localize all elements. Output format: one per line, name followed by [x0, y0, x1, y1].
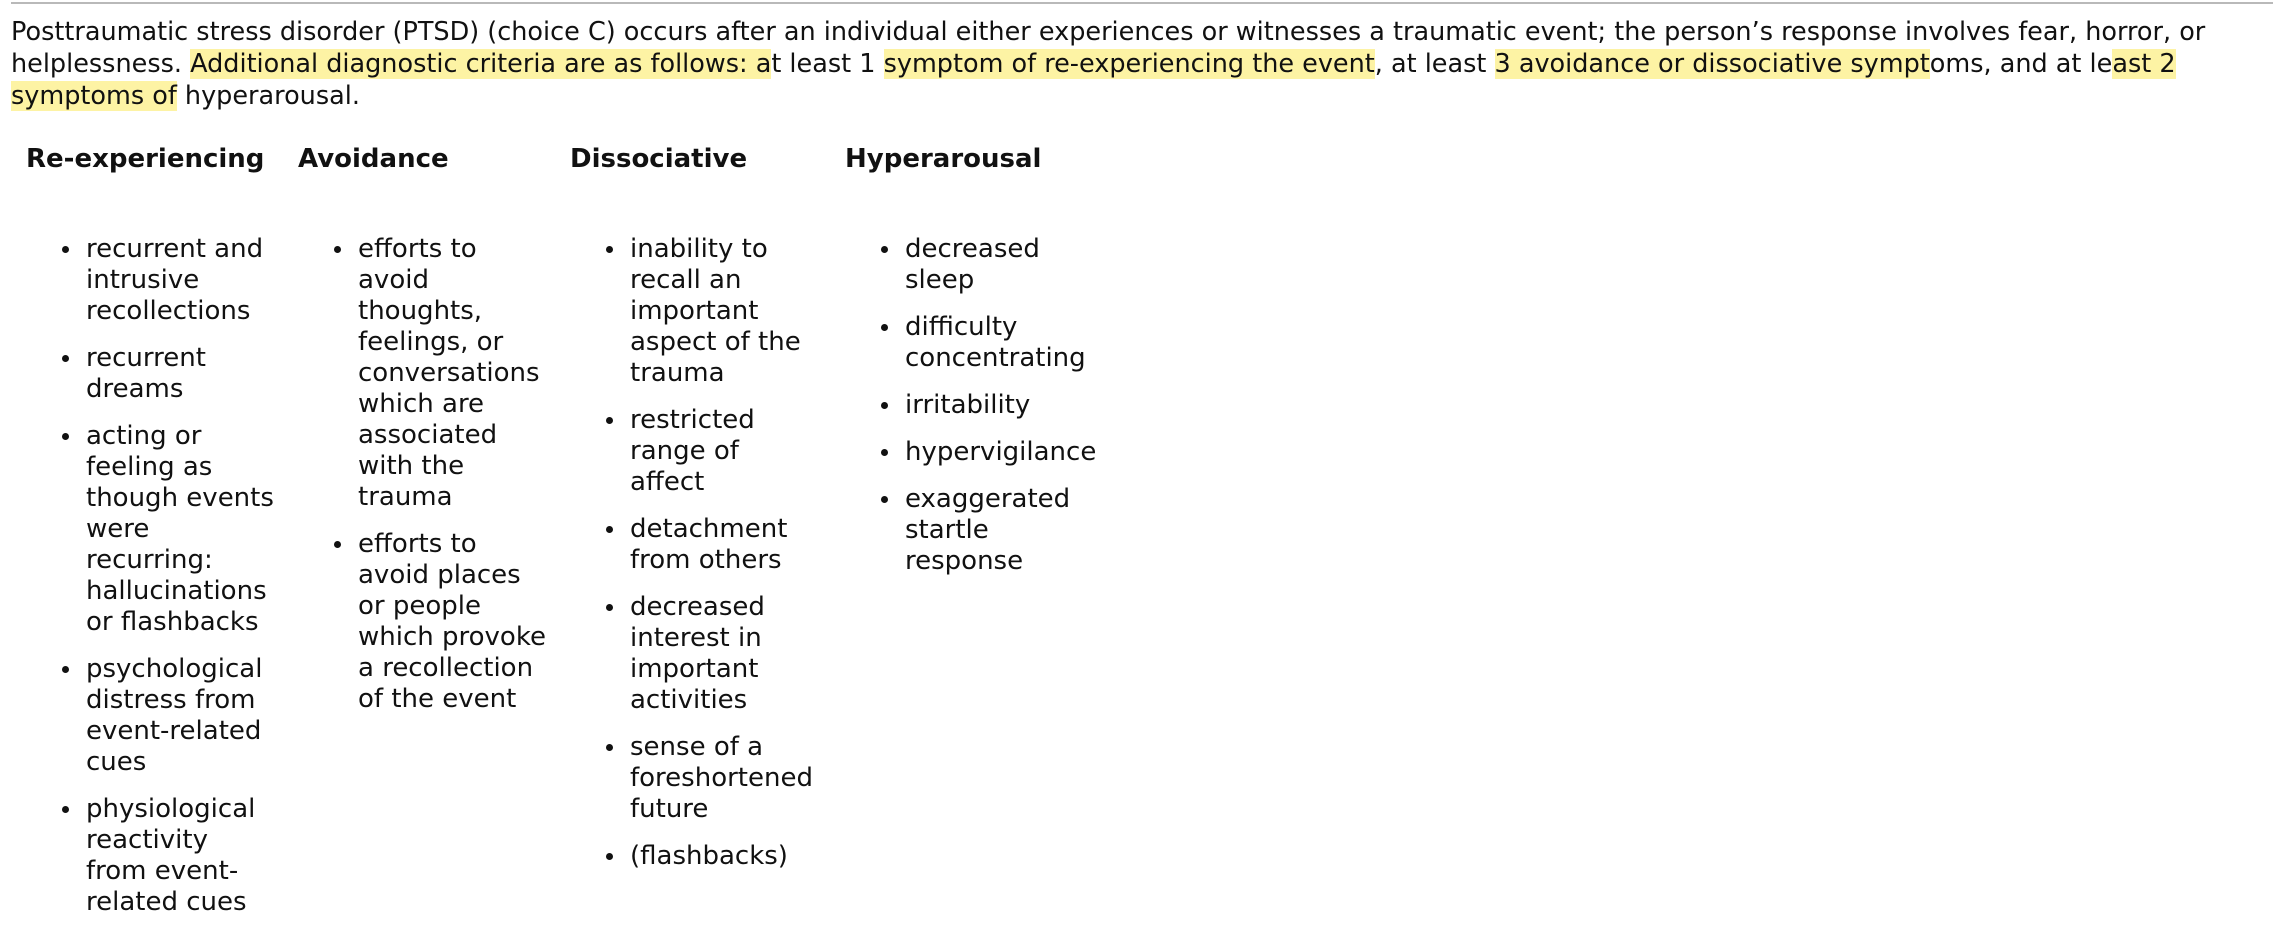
list-item-text: detachment from others	[630, 514, 788, 575]
column-heading: Hyperarousal	[845, 144, 1042, 174]
highlighted-text: Additional diagnostic criteria are as follows: a	[190, 49, 772, 79]
criteria-column-dissociative	[557, 140, 832, 934]
bullet-icon	[62, 433, 69, 440]
criteria-column-re-experiencing	[13, 140, 285, 934]
criteria-list	[13, 234, 275, 918]
criteria-column-hyperarousal	[832, 140, 1132, 934]
intro-text: hyperarousal.	[176, 81, 360, 111]
explanation-paragraph	[11, 16, 2273, 112]
list-item-text: decreased interest in important activities	[630, 592, 765, 715]
list-item-text: acting or feeling as though events were recurring: hallucinations or flashbacks	[86, 421, 274, 637]
criteria-column-avoidance	[285, 140, 557, 934]
list-item	[13, 794, 275, 918]
bullet-icon	[606, 604, 613, 611]
list-item	[285, 234, 547, 513]
highlighted-text: 3 avoidance or dissociative sympt	[1494, 49, 1930, 79]
intro-text: Posttraumatic stress disorder (PTSD) (choice C) occurs after an individual either experiences or witnesses a traumatic event; the person’s response involves fear, horror, or helplessness.	[11, 17, 2206, 79]
criteria-table	[13, 140, 1132, 934]
bullet-icon	[62, 666, 69, 673]
list-item-text: sense of a foreshortened future	[630, 732, 813, 824]
list-item-text: decreased sleep	[905, 234, 1040, 295]
list-item	[557, 841, 819, 872]
column-heading: Dissociative	[570, 144, 748, 174]
bullet-icon	[62, 246, 69, 253]
list-item	[557, 592, 819, 716]
list-item	[557, 514, 819, 576]
list-item-text: restricted range of affect	[630, 405, 755, 497]
bullet-icon	[62, 806, 69, 813]
list-item-text: efforts to avoid places or people which provoke a recollection of the event	[358, 529, 546, 714]
bullet-icon	[334, 541, 341, 548]
list-item	[557, 732, 819, 825]
list-item-text: hypervigilance	[905, 437, 1097, 467]
criteria-list	[832, 234, 1097, 577]
intro-text: t least 1	[771, 49, 884, 79]
column-heading: Avoidance	[298, 144, 449, 174]
list-item-text: physiological reactivity from event-related cues	[86, 794, 256, 917]
bullet-icon	[606, 744, 613, 751]
highlighted-text: ast 2 symptoms of	[11, 49, 2176, 111]
bullet-icon	[881, 402, 888, 409]
bullet-icon	[881, 246, 888, 253]
list-item-text: difficulty concentrating	[905, 312, 1086, 373]
list-item-text: recurrent dreams	[86, 343, 206, 404]
bullet-icon	[334, 246, 341, 253]
criteria-list	[285, 234, 547, 715]
list-item-text: inability to recall an important aspect of the trauma	[630, 234, 801, 388]
highlighted-text: symptom of re-experiencing the event	[883, 49, 1375, 79]
criteria-list	[557, 234, 819, 872]
bullet-icon	[881, 324, 888, 331]
list-item-text: exaggerated startle response	[905, 484, 1071, 576]
list-item	[557, 405, 819, 498]
list-item	[832, 437, 1097, 468]
top-divider	[11, 2, 2273, 4]
bullet-icon	[606, 246, 613, 253]
list-item	[13, 421, 275, 638]
list-item	[832, 484, 1094, 577]
bullet-icon	[606, 853, 613, 860]
column-heading: Re-experiencing	[26, 144, 265, 174]
list-item	[13, 234, 275, 327]
list-item	[13, 343, 275, 405]
intro-text: , at least	[1374, 49, 1495, 79]
list-item-text: irritability	[905, 390, 1031, 420]
bullet-icon	[881, 496, 888, 503]
bullet-icon	[62, 355, 69, 362]
list-item	[285, 529, 547, 715]
list-item	[13, 654, 275, 778]
list-item-text: psychological distress from event-related cues	[86, 654, 263, 777]
list-item	[832, 234, 1094, 296]
list-item	[832, 390, 1094, 421]
list-item-text: efforts to avoid thoughts, feelings, or conversations which are associated with the trauma	[358, 234, 540, 512]
list-item	[832, 312, 1094, 374]
bullet-icon	[606, 526, 613, 533]
list-item	[557, 234, 819, 389]
intro-text: oms, and at le	[1929, 49, 2113, 79]
list-item-text: recurrent and intrusive recollections	[86, 234, 264, 326]
bullet-icon	[881, 449, 888, 456]
bullet-icon	[606, 417, 613, 424]
list-item-text: (flashbacks)	[630, 841, 788, 871]
